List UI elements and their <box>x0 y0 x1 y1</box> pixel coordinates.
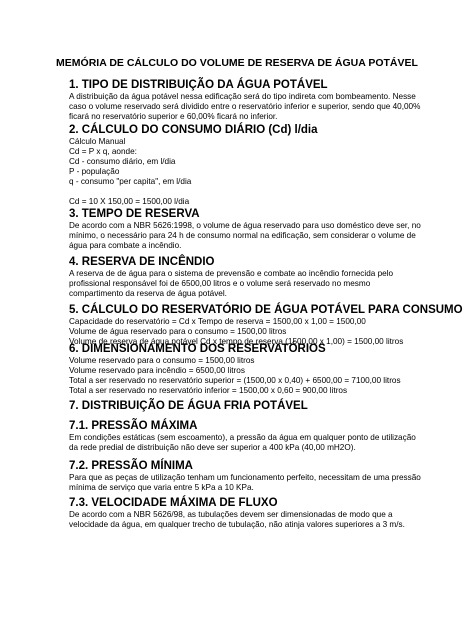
body-line: mínima de serviço que varia entre 5 kPa a 10 KPa. <box>69 483 254 492</box>
body-line: Capacidade do reservatório = Cd x Tempo de reserva = 1500,00 x 1,00 = 1500,00 <box>69 317 366 326</box>
section-7-distribuicao-agua-fria <box>69 400 409 413</box>
section-1-tipo-distribuicao <box>69 79 421 122</box>
body-line: Volume reservado para incêndio = 6500,00 litros <box>69 366 245 375</box>
body-line: água para combate a incêndio. <box>69 241 182 250</box>
section-heading: 7.2. PRESSÃO MÍNIMA <box>69 460 193 472</box>
body-line: caso o volume reservado será dividido entre o reservatório inferior e superior, sendo que 40,00% <box>69 102 421 111</box>
body-line: Volume de reserva de água potável Cd x tempo de reserva (1500,00 x 1,00) = 1500,00 litros <box>69 337 404 346</box>
body-line: da rede predial de distribuição não deve ser superior a 400 kPa (40,00 mH2O). <box>69 443 356 452</box>
body-line: Volume de água reservado para o consumo = 1500,00 litros <box>69 327 287 336</box>
section-body <box>69 433 416 453</box>
body-line: q - consumo "per capita", em l/dia <box>69 177 192 186</box>
section-heading: 1. TIPO DE DISTRIBUIÇÃO DA ÁGUA POTÁVEL <box>69 79 328 91</box>
section-heading: 4. RESERVA DE INCÊNDIO <box>69 256 215 268</box>
body-line: Volume reservado para o consumo = 1500,00 litros <box>69 356 255 365</box>
body-line: A reserva de de água para o sistema de prevensão e combate ao incêndio fornecida pelo <box>69 269 394 278</box>
body-line: Para que as peças de utilização tenham um funcionamento perfeito, necessitam de uma pressão <box>69 473 421 482</box>
section-heading: 3. TEMPO DE RESERVA <box>69 208 200 220</box>
section-5-reservatorio-consumo <box>69 304 463 347</box>
section-4-reserva-incendio <box>69 256 409 299</box>
section-body <box>69 510 409 530</box>
section-heading: 7. DISTRIBUIÇÃO DE ÁGUA FRIA POTÁVEL <box>69 400 308 412</box>
section-7-3-velocidade-maxima <box>69 497 409 530</box>
body-line: De acordo com a NBR 5626/98, as tubulações devem ser dimensionadas de modo que a <box>69 510 393 519</box>
section-heading: 2. CÁLCULO DO CONSUMO DIÁRIO (Cd) l/dia <box>69 124 318 136</box>
body-line: De acordo com a NBR 5626:1998, o volume de água reservado para uso doméstico deve ser, no <box>69 221 421 230</box>
body-line: Cd = P x q, aonde: <box>69 147 137 156</box>
body-line: profissional responsável foi de 6500,00 litros e o volume será reservado no mesmo <box>69 279 371 288</box>
section-7-2-pressao-minima <box>69 460 421 493</box>
section-3-tempo-reserva <box>69 208 421 251</box>
section-body <box>69 221 421 251</box>
document-title: MEMÓRIA DE CÁLCULO DO VOLUME DE RESERVA DE ÁGUA POTÁVEL <box>56 57 418 69</box>
body-line: Cd - consumo diário, em l/dia <box>69 157 176 166</box>
section-6-dimensionamento <box>69 343 409 396</box>
blank-line <box>69 187 409 197</box>
section-body <box>69 473 421 493</box>
section-7-1-pressao-maxima <box>69 420 416 453</box>
body-line: ficará no reservatório superior e 60,00% ficará no inferior. <box>69 112 278 121</box>
section-body <box>69 356 409 396</box>
body-line: P - população <box>69 167 120 176</box>
body-line: compartimento da reserva de água potável. <box>69 289 227 298</box>
section-body <box>69 137 409 207</box>
body-line: Cd = 10 X 150,00 = 1500,00 l/dia <box>69 197 190 206</box>
section-heading: 6. DIMENSIONAMENTO DOS RESERVATÓRIOS <box>69 343 326 355</box>
body-line: Total a ser reservado no reservatório superior = (1500,00 x 0,40) + 6500,00 = 7100,00 litros <box>69 376 401 385</box>
section-body <box>69 269 409 299</box>
body-line: Total a ser reservado no reservatório inferior = 1500,00 x 0,60 = 900,00 litros <box>69 386 348 395</box>
body-line: A distribuição da água potável nessa edificação será do tipo indireta com bombeamento. Nesse <box>69 92 416 101</box>
section-heading: 7.3. VELOCIDADE MÁXIMA DE FLUXO <box>69 497 278 509</box>
section-body <box>69 92 421 122</box>
body-line: Cálculo Manual <box>69 137 126 146</box>
section-2-consumo-diario <box>69 124 409 207</box>
body-line: velocidade da água, em qualquer trecho de tubulação, não atinja valores superiores a 3 m/s. <box>69 520 405 529</box>
section-heading: 7.1. PRESSÃO MÁXIMA <box>69 420 198 432</box>
body-line: mínimo, o necessário para 24 h de consumo normal na edificação, sem considerar o volume de <box>69 231 416 240</box>
section-heading: 5. CÁLCULO DO RESERVATÓRIO DE ÁGUA POTÁVEL PARA CONSUMO <box>69 304 463 316</box>
body-line: Em condições estáticas (sem escoamento), a pressão da água em qualquer ponto de utilização <box>69 433 416 442</box>
